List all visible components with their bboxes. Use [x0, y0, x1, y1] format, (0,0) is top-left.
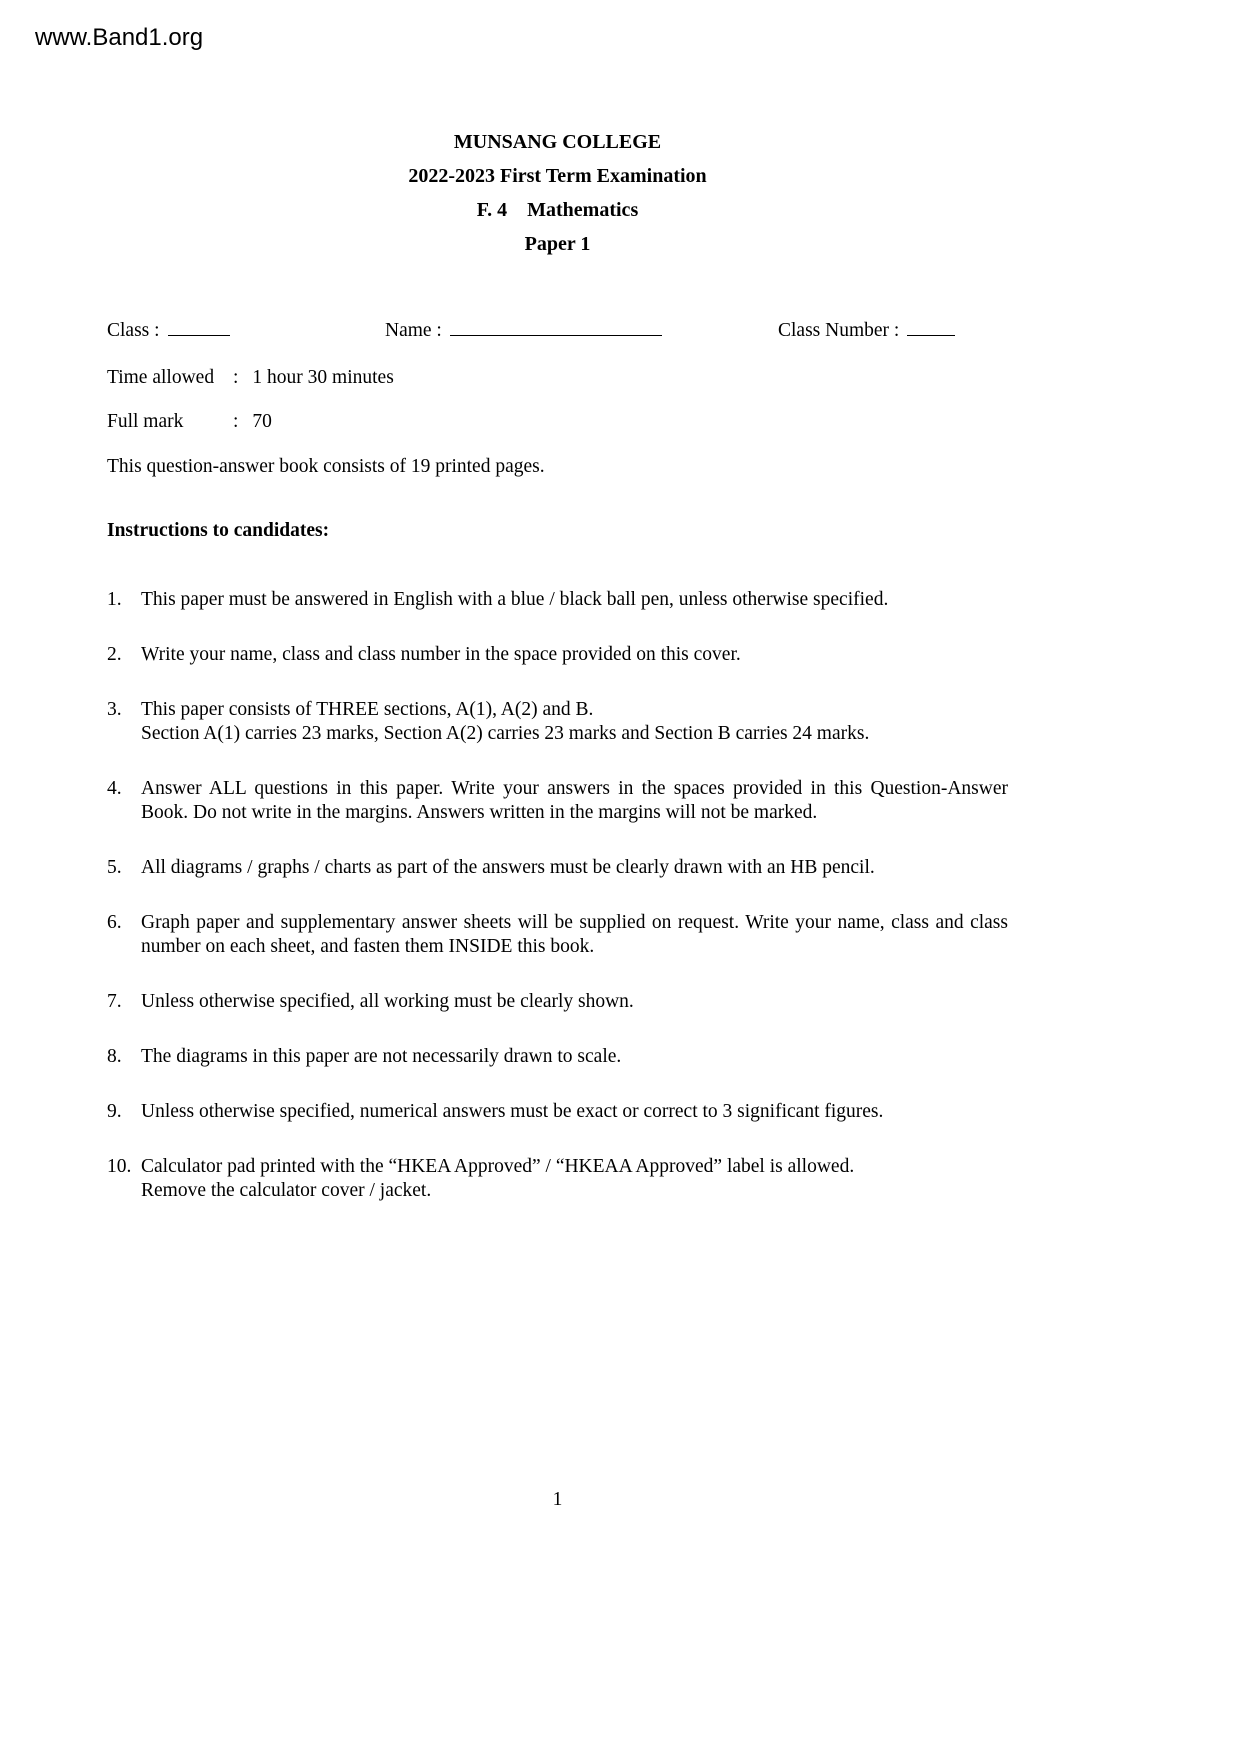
name-field — [385, 316, 662, 343]
instruction-line: Remove the calculator cover / jacket. — [141, 1180, 432, 1201]
instruction-line: Unless otherwise specified, all working must be clearly shown. — [141, 991, 634, 1012]
instruction-item-6 — [107, 911, 1008, 959]
full-mark-label: Full mark — [107, 411, 184, 432]
instruction-line: Answer ALL questions in this paper. Write your answers in the spaces provided in this Question-Answer Book. Do not write in the margins. Answers written in the margins will not be marked. — [141, 778, 1008, 823]
instruction-line: This paper must be answered in English with a blue / black ball pen, unless otherwise specified. — [141, 589, 889, 610]
class-label: Class : — [107, 320, 160, 341]
class-number-label: Class Number : — [778, 320, 900, 341]
instruction-number: 7. — [107, 991, 122, 1012]
time-allowed-value: 1 hour 30 minutes — [252, 367, 394, 388]
instructions-list — [107, 588, 1008, 1234]
exam-title: 2022-2023 First Term Examination — [408, 165, 707, 187]
subject-line: F. 4 Mathematics — [476, 199, 639, 221]
instruction-line: Write your name, class and class number in the space provided on this cover. — [141, 644, 741, 665]
instruction-item-2 — [107, 643, 1008, 667]
instruction-item-9 — [107, 1100, 1008, 1124]
watermark-text: www.Band1.org — [35, 24, 204, 51]
instruction-number: 1. — [107, 589, 122, 610]
instruction-line: Graph paper and supplementary answer sheets will be supplied on request. Write your name, class and class number on each sheet, and fasten them INSIDE this book. — [141, 912, 1008, 957]
instruction-number: 8. — [107, 1046, 122, 1067]
time-allowed-row — [107, 366, 1008, 390]
full-mark-value: 70 — [252, 411, 272, 432]
instruction-line: Section A(1) carries 23 marks, Section A(2) carries 23 marks and Section B carries 24 marks. — [141, 723, 870, 744]
time-allowed-colon: : — [233, 367, 239, 388]
instruction-number: 2. — [107, 644, 122, 665]
instruction-item-8 — [107, 1045, 1008, 1069]
class-blank — [168, 316, 230, 336]
full-mark-row — [107, 410, 1008, 434]
instruction-text — [141, 856, 1008, 880]
instruction-item-10 — [107, 1155, 1008, 1203]
instruction-number: 4. — [107, 778, 122, 799]
class-field — [107, 316, 230, 343]
instruction-item-7 — [107, 990, 1008, 1014]
pages-note: This question-answer book consists of 19 printed pages. — [107, 456, 545, 477]
instruction-text — [141, 1045, 1008, 1069]
class-number-blank — [907, 316, 955, 336]
instruction-line: The diagrams in this paper are not necessarily drawn to scale. — [141, 1046, 622, 1067]
instruction-line: Calculator pad printed with the “HKEA Approved” / “HKEAA Approved” label is allowed. — [141, 1156, 855, 1177]
instruction-text — [141, 1100, 1008, 1124]
class-number-field — [778, 316, 955, 343]
instruction-line: This paper consists of THREE sections, A(1), A(2) and B. — [141, 699, 594, 720]
instruction-number: 9. — [107, 1101, 122, 1122]
instruction-number: 3. — [107, 699, 122, 720]
instruction-number: 5. — [107, 857, 122, 878]
school-name: MUNSANG COLLEGE — [453, 131, 662, 153]
instruction-text — [141, 643, 1008, 667]
instruction-number: 10. — [107, 1156, 132, 1177]
full-mark-colon: : — [233, 411, 239, 432]
instruction-item-4 — [107, 777, 1008, 825]
student-info-row — [107, 316, 1008, 346]
instructions-heading: Instructions to candidates: — [107, 520, 330, 541]
instruction-text — [141, 1155, 1008, 1203]
instruction-item-3 — [107, 698, 1008, 746]
paper-number: Paper 1 — [524, 233, 591, 255]
instruction-line: Unless otherwise specified, numerical answers must be exact or correct to 3 significant figures. — [141, 1101, 884, 1122]
instruction-item-5 — [107, 856, 1008, 880]
instruction-text — [141, 990, 1008, 1014]
instruction-text — [141, 698, 1008, 746]
title-block — [107, 125, 1008, 261]
instruction-text — [141, 777, 1008, 825]
name-label: Name : — [385, 320, 442, 341]
instruction-line: All diagrams / graphs / charts as part of the answers must be clearly drawn with an HB pencil. — [141, 857, 875, 878]
instruction-number: 6. — [107, 912, 122, 933]
instruction-item-1 — [107, 588, 1008, 612]
page-number: 1 — [552, 1489, 563, 1510]
name-blank — [450, 316, 662, 336]
time-allowed-label: Time allowed — [107, 367, 215, 388]
instruction-text — [141, 911, 1008, 959]
instruction-text — [141, 588, 1008, 612]
